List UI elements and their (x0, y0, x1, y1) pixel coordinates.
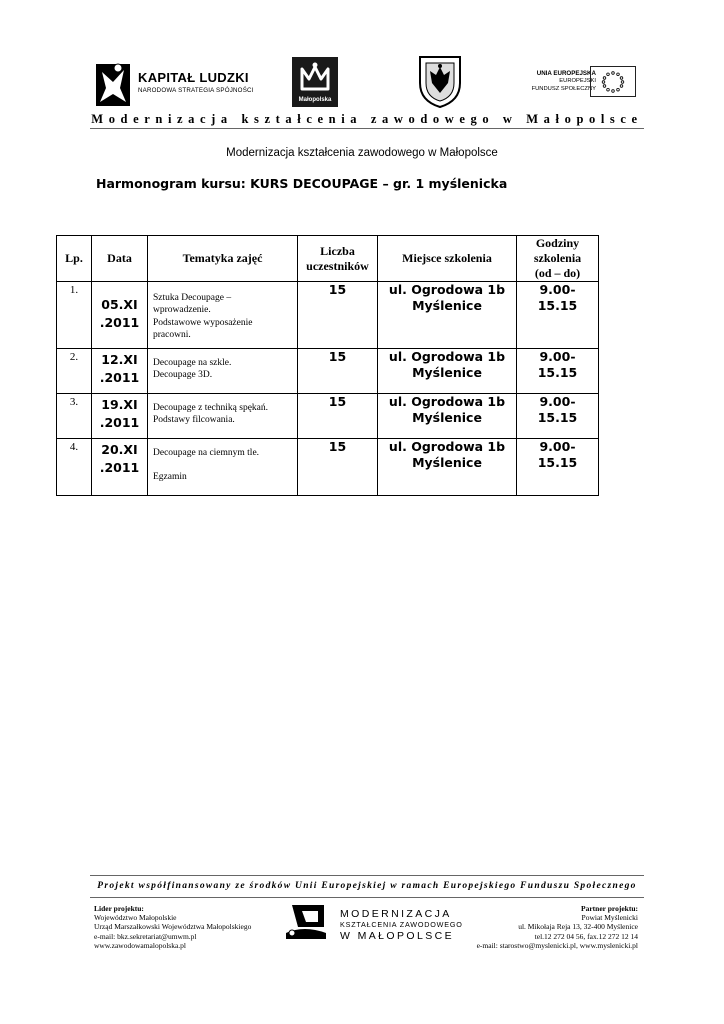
page-title: Harmonogram kursu: KURS DECOUPAGE – gr. 1 myślenicka (96, 176, 508, 191)
table-row (57, 282, 599, 349)
kapital-ludzki-emblem-icon (96, 58, 130, 106)
page-subtitle: Modernizacja kształcenia zawodowego w Małopolsce (226, 147, 498, 159)
leader-line: Urząd Marszałkowski Województwa Małopolskiego (94, 922, 252, 932)
kapital-ludzki-logo (96, 58, 256, 110)
cell-date: 19.XI .2011 (92, 394, 148, 439)
cell-participants: 15 (298, 282, 378, 349)
cell-date: 20.XI .2011 (92, 439, 148, 496)
partner-heading: Partner projektu: (580, 904, 638, 913)
footer-partner (440, 904, 638, 950)
header-date: Data (92, 236, 148, 282)
header-participants: Liczba uczestników (298, 236, 378, 282)
table-header-row (57, 236, 599, 282)
leader-website: www.zawodowamalopolska.pl (94, 940, 186, 950)
cell-participants: 15 (298, 349, 378, 394)
modernizacja-line-1: MODERNIZACJA (340, 908, 452, 920)
malopolska-emblem-icon (292, 59, 338, 95)
cell-topic: Decoupage na szkle. Decoupage 3D. (148, 349, 298, 394)
cell-date: 12.XI .2011 (92, 349, 148, 394)
table-row (57, 439, 599, 496)
leader-heading: Lider projektu: (94, 904, 144, 913)
cell-topic: Decoupage z techniką spękań. Podstawy filcowania. (148, 394, 298, 439)
header-divider (90, 128, 644, 129)
eu-line-3: FUNDUSZ SPOŁECZNY (531, 85, 596, 92)
partner-email: e-mail: starostwo@myslenicki.pl, www.myslenicki.pl (476, 940, 638, 950)
table-row (57, 394, 599, 439)
eu-flag-icon (590, 66, 636, 97)
header-lp: Lp. (57, 236, 92, 282)
eu-line-2: EUROPEJSKI (559, 78, 596, 84)
malopolska-logo-label: Małopolska (298, 97, 332, 103)
footer-divider-top (90, 875, 644, 876)
cell-place: ul. Ogrodowa 1b Myślenice (378, 439, 517, 496)
leader-line: Województwo Małopolskie (94, 913, 177, 923)
partner-phone: tel.12 272 04 56, fax.12 272 12 14 (534, 931, 638, 941)
cell-topic: Decoupage na ciemnym tle. Egzamin (148, 439, 298, 496)
cell-lp: 1. (57, 282, 92, 349)
cell-place: ul. Ogrodowa 1b Myślenice (378, 394, 517, 439)
header-hours: Godziny szkolenia (od – do) (517, 236, 599, 282)
partner-line: Powiat Myślenicki (581, 913, 638, 923)
cell-hours: 9.00- 15.15 (517, 439, 599, 496)
header-place: Miejsce szkolenia (378, 236, 517, 282)
cell-hours: 9.00- 15.15 (517, 282, 599, 349)
eu-line-1: UNIA EUROPEJSKA (536, 70, 596, 77)
footer-cofinancing: Projekt współfinansowany ze środków Unii Europejskiej w ramach Europejskiego Funduszu Społecznego (97, 881, 637, 891)
partner-address: ul. Mikołaja Reja 13, 32-400 Myślenice (518, 922, 638, 932)
modernizacja-line-2: KSZTAŁCENIA ZAWODOWEGO (340, 920, 463, 929)
modernizacja-logo-icon (286, 903, 326, 941)
footer-leader (94, 904, 251, 950)
cell-place: ul. Ogrodowa 1b Myślenice (378, 282, 517, 349)
modernizacja-line-3: W MAŁOPOLSCE (340, 930, 454, 942)
cell-place: ul. Ogrodowa 1b Myślenice (378, 349, 517, 394)
cell-topic: Sztuka Decoupage – wprowadzenie. Podstawowe wyposażenie pracowni. (148, 282, 298, 349)
kapital-ludzki-title: KAPITAŁ LUDZKI (138, 70, 249, 85)
cell-participants: 15 (298, 394, 378, 439)
schedule-table (56, 235, 599, 496)
footer-divider-bottom (90, 897, 644, 898)
kapital-ludzki-subtitle: NARODOWA STRATEGIA SPÓJNOŚCI (138, 87, 254, 94)
cell-lp: 3. (57, 394, 92, 439)
leader-email: e-mail: bkz.sekretariat@umwm.pl (94, 931, 197, 941)
eu-logo-text (516, 70, 596, 93)
header-topic: Tematyka zajęć (148, 236, 298, 282)
cell-date: 05.XI .2011 (92, 282, 148, 349)
header-motto: Modernizacja kształcenia zawodowego w Małopolsce (91, 112, 643, 126)
cell-participants: 15 (298, 439, 378, 496)
table-row (57, 349, 599, 394)
cell-hours: 9.00- 15.15 (517, 349, 599, 394)
myslenice-crest-icon (416, 53, 464, 109)
cell-lp: 2. (57, 349, 92, 394)
cell-hours: 9.00- 15.15 (517, 394, 599, 439)
malopolska-logo (292, 57, 338, 107)
cell-lp: 4. (57, 439, 92, 496)
